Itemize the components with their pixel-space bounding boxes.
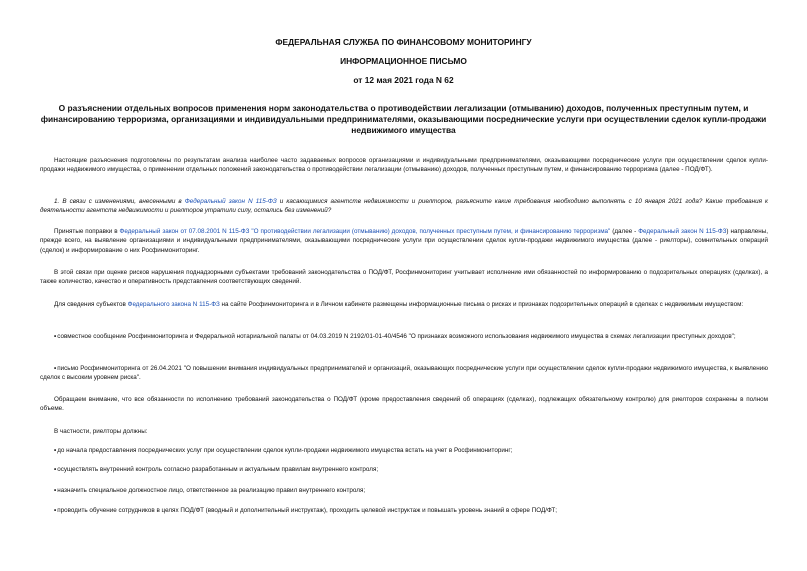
bullet-icon: • <box>54 487 57 494</box>
paragraph-obligations: Обращаем внимание, что все обязанности по исполнению требований законодательства о ПОД/ФТ (кроме предоставления сведений об операциях (сделках), подлежащих обязательному контролю) для риелторов сохранены в полном объеме. <box>40 396 768 413</box>
federal-law-115-link[interactable]: Федерального закона N 115-ФЗ <box>127 301 220 308</box>
bullet-special-officer-text: назначить специальное должностное лицо, ответственное за реализацию правил внутреннего контроля; <box>57 487 366 494</box>
bullet-internal-control-text: осуществлять внутренний контроль согласно разработанным и актуальным правилам внутреннего контроля; <box>57 466 379 473</box>
bullet-icon: • <box>54 466 57 473</box>
bullet-joint-message-text: совместное сообщение Росфинмониторинга и Федеральной нотариальной палаты от 04.03.2019 N 2192/01-01-40/4546 "О признаках возможного использования недвижимого имущества в схемах легализации преступных доходов"; <box>57 333 736 340</box>
question-1-text-pre: 1. В связи с изменениями, внесенными в <box>54 198 185 205</box>
bullet-joint-message <box>40 332 768 341</box>
question-1 <box>40 197 768 216</box>
federal-law-full-link[interactable]: Федеральный закон от 07.08.2001 N 115-ФЗ "О противодействии легализации (отмыванию) доходов, полученных преступным путем, и финансированию терроризма" <box>119 228 611 235</box>
bullet-training <box>40 506 768 515</box>
paragraph-info-letters-pre: Для сведения субъектов <box>54 301 128 308</box>
bullet-icon: • <box>54 333 57 340</box>
bullet-register-text: до начала предоставления посреднических услуг при осуществлении сделок купли-продажи недвижимого имущества встать на учет в Росфинмониторинг; <box>57 447 513 454</box>
bullet-rosfin-letter <box>40 364 768 383</box>
bullet-internal-control <box>40 465 768 474</box>
document-subject: О разъяснении отдельных вопросов применения норм законодательства о противодействии легализации (отмыванию) доходов, полученных преступным путем, и финансированию терроризма, организациями и индивидуальными предпринимателями, оказывающими посреднические услуги при осуществлении сделок купли-продажи недвижимого имущества <box>40 103 767 136</box>
bullet-rosfin-letter-text: письмо Росфинмониторинга от 26.04.2021 "О повышении внимания индивидуальных предпринимателей и организаций, оказывающих посреднические услуги при осуществлении сделок купли-продажи недвижимого имущества, к выявлению сделок с высоким уровнем риска". <box>40 365 768 382</box>
bullet-special-officer <box>40 486 768 495</box>
federal-law-short-link[interactable]: Федеральный закон N 115-ФЗ <box>638 228 727 235</box>
paragraph-realtors-must: В частности, риелторы должны: <box>54 428 148 435</box>
paragraph-amendments <box>40 227 768 255</box>
paragraph-amendments-pre: Принятые поправки в <box>54 228 120 235</box>
bullet-icon: • <box>54 507 57 514</box>
federal-law-link[interactable]: Федеральный закон N 115-ФЗ <box>184 198 277 205</box>
paragraph-amendments-post: ) направлены, прежде всего, на выявление организациями и индивидуальными предпринимателями, оказывающими посреднические услуги при осуществлении сделок купли-продажи недвижимого имущества (далее - риелторы), сомнительных операций (сделок) и информирование о них Росфинмониторинг. <box>40 228 769 254</box>
agency-name: ФЕДЕРАЛЬНАЯ СЛУЖБА ПО ФИНАНСОВОМУ МОНИТОРИНГУ <box>275 37 532 47</box>
paragraph-amendments-mid: (далее - <box>610 228 639 235</box>
paragraph-risk-assessment: В этой связи при оценке рисков нарушения поднадзорными субъектами требований законодательства о ПОД/ФТ, Росфинмониторинг учитывает исполнение ими обязанностей по информированию о подозрительных операциях (сделках), а также количество, качество и оперативность представления соответствующих сведений. <box>40 269 768 286</box>
bullet-training-text: проводить обучение сотрудников в целях ПОД/ФТ (вводный и дополнительный инструктаж), проходить целевой инструктаж и повышать уровень знаний в сфере ПОД/ФТ; <box>57 507 558 514</box>
document-date-number: от 12 мая 2021 года N 62 <box>353 75 454 85</box>
paragraph-info-letters-post: на сайте Росфинмониторинга и в Личном кабинете размещены информационные письма о рисках и признаках подозрительных операций в сделках с недвижимым имуществом: <box>219 301 744 308</box>
bullet-icon: • <box>54 365 57 372</box>
question-1-text-post: и касающимися агентств недвижимости и риелторов, разъясните какие требования необходимо выполнять с 10 января 2021 года? Какие требования к деятельности агентств недвижимости и риелторов утратили силу, остались без изменений? <box>40 198 768 215</box>
paragraph-info-letters <box>40 300 768 309</box>
document-type: ИНФОРМАЦИОННОЕ ПИСЬМО <box>340 56 467 66</box>
bullet-register <box>40 446 768 455</box>
intro-paragraph: Настоящие разъяснения подготовлены по результатам анализа наиболее часто задаваемых вопросов организациями и индивидуальными предпринимателями, оказывающими посреднические услуги при осуществлении сделок купли-продажи недвижимого имущества, о применении отдельных положений законодательства о противодействии легализации (отмыванию) доходов, полученных преступным путем, и финансированию терроризма (далее - ПОД/ФТ). <box>40 157 768 174</box>
bullet-icon: • <box>54 447 57 454</box>
